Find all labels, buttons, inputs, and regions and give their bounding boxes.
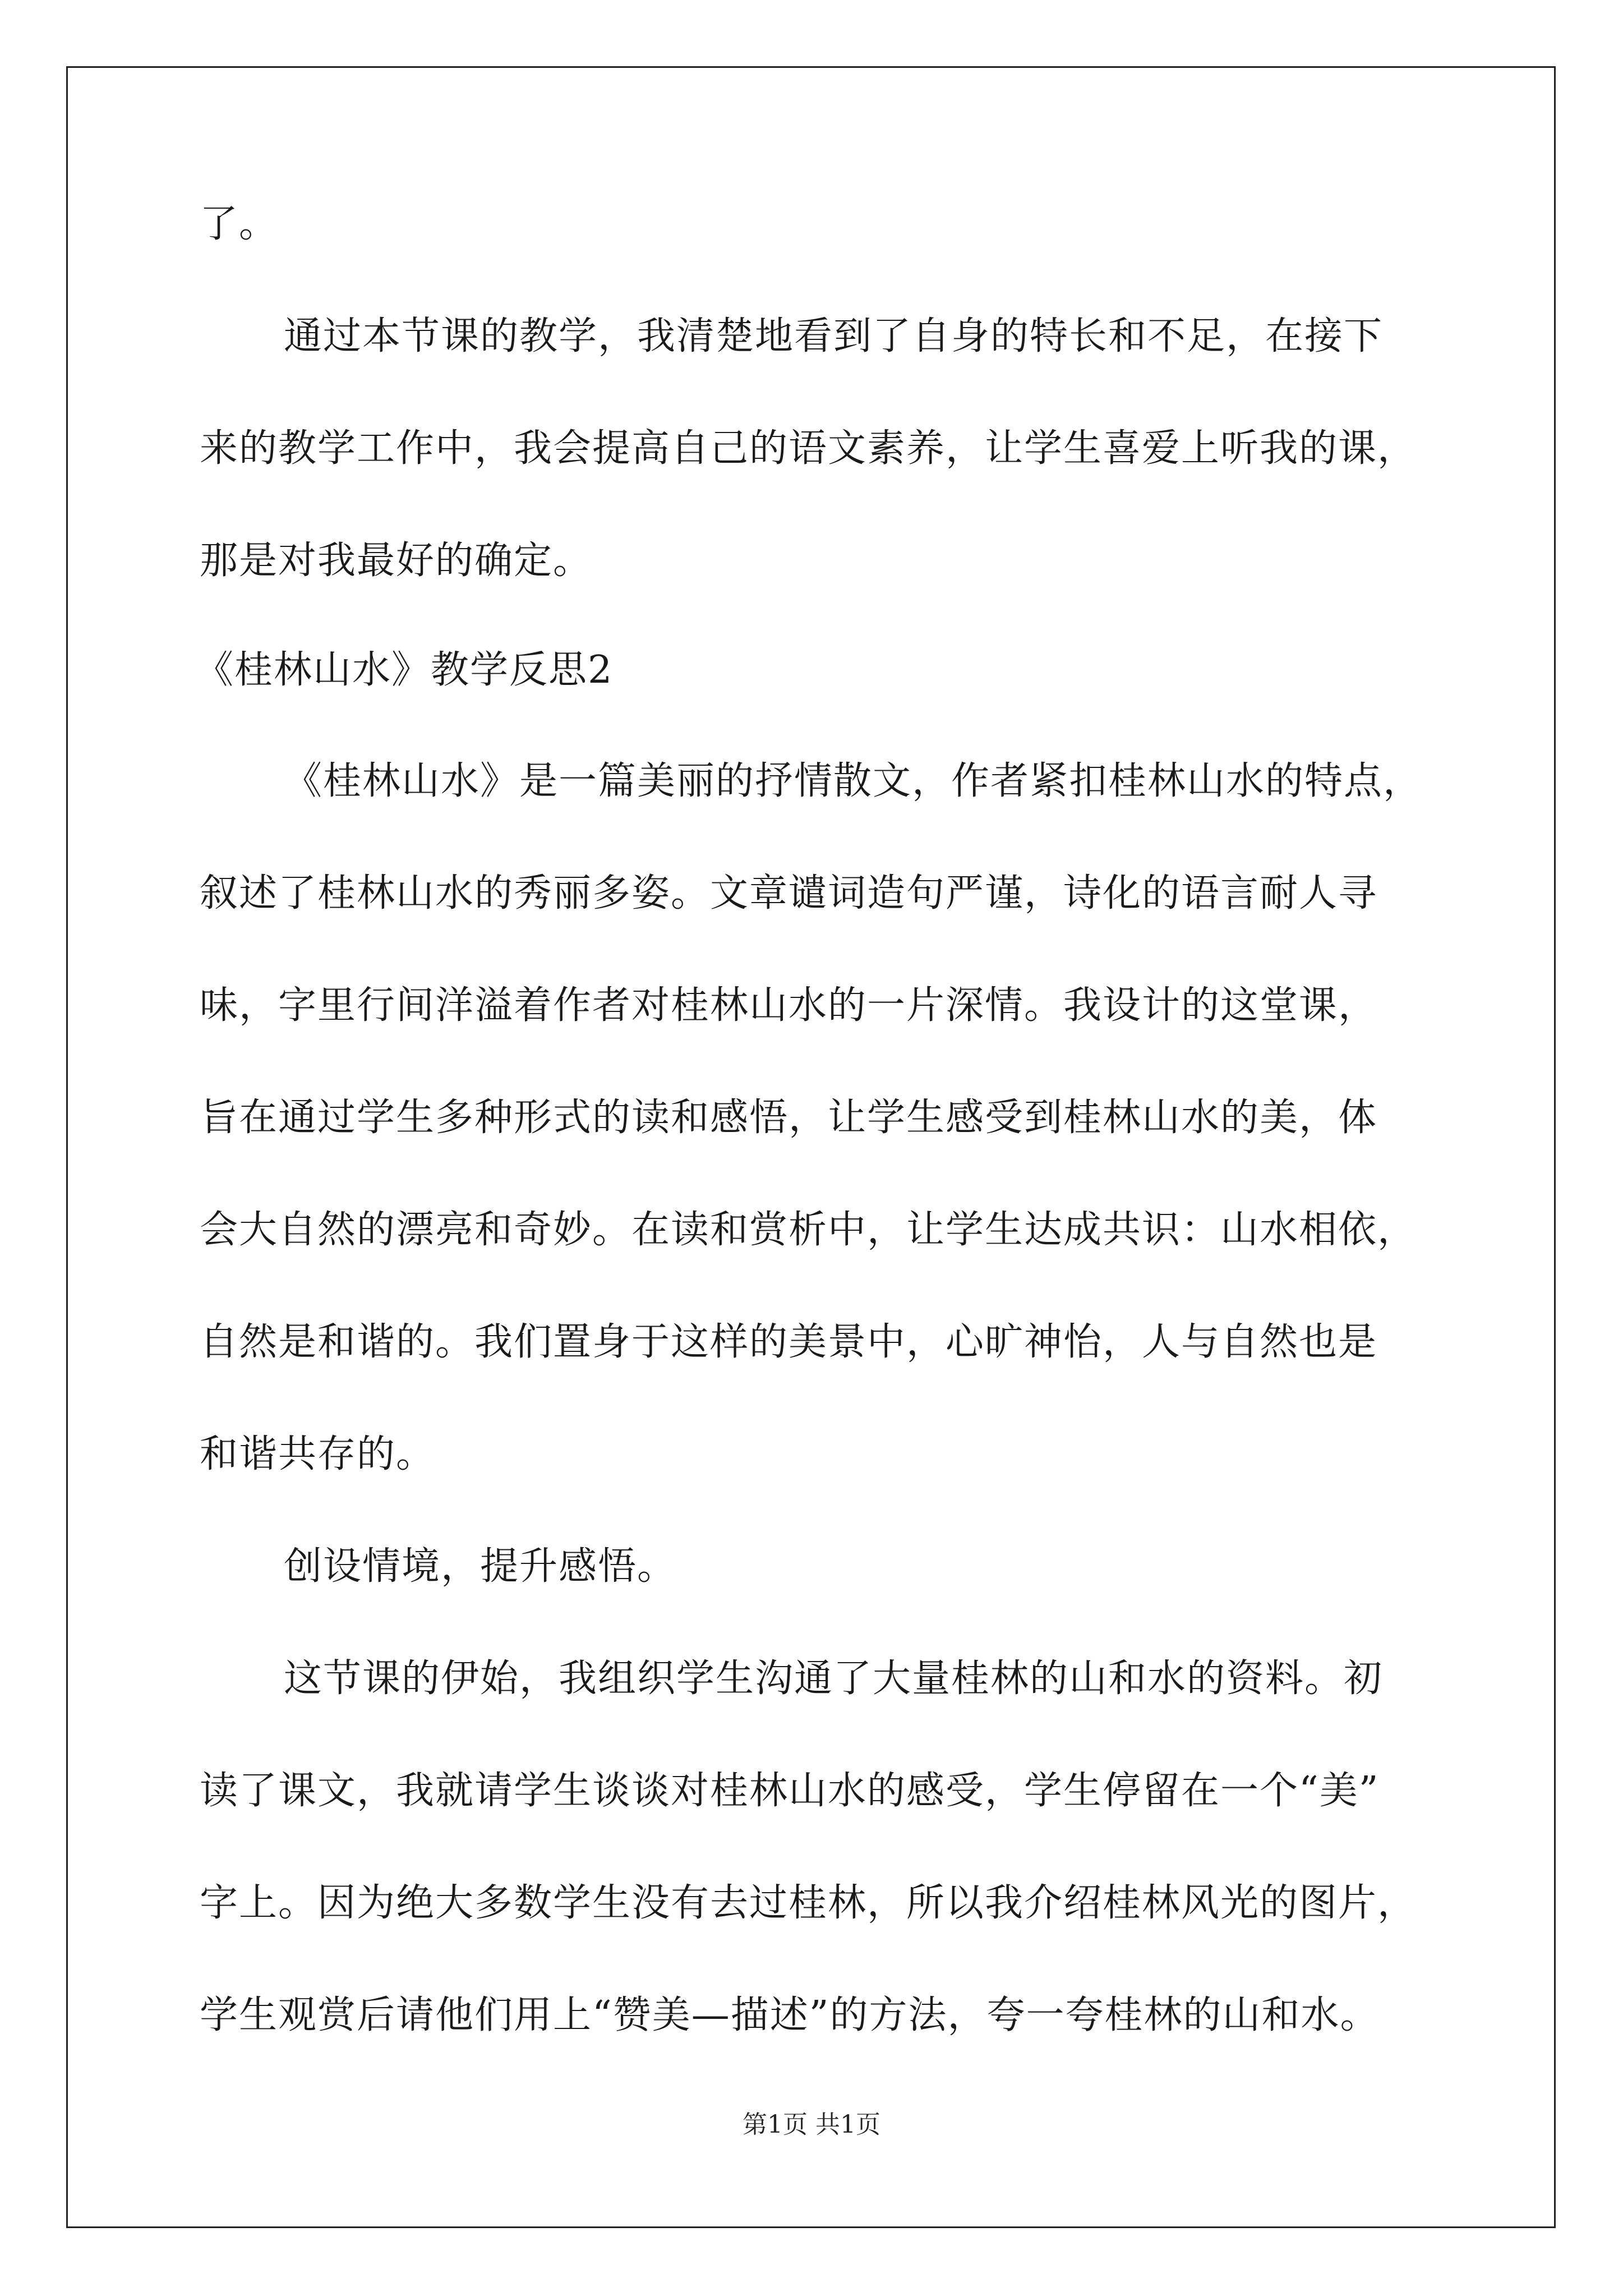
paragraph-line: 这节课的伊始，我组织学生沟通了大量桂林的山和水的资料。初 — [284, 1657, 1384, 1701]
text-line: 字上。因为绝大多数学生没有去过桂林，所以我介绍桂林风光的图片， — [200, 1881, 1417, 1925]
text-line: 叙述了桂林山水的秀丽多姿。文章谴词造句严谨，诗化的语言耐人寻 — [200, 871, 1378, 915]
text-line: 味，字里行间洋溢着作者对桂林山水的一片深情。我设计的这堂课， — [200, 983, 1378, 1028]
text-line: 旨在通过学生多种形式的读和感悟，让学生感受到桂林山水的美，体 — [200, 1096, 1378, 1140]
paragraph-line: 《桂林山水》是一篇美丽的抒情散文，作者紧扣桂林山水的特点， — [284, 759, 1423, 803]
text-line: 来的教学工作中，我会提高自己的语文素养，让学生喜爱上听我的课， — [200, 426, 1417, 471]
text-line: 会大自然的漂亮和奇妙。在读和赏析中，让学生达成共识：山水相依， — [200, 1208, 1417, 1252]
text-line: 自然是和谐的。我们置身于这样的美景中，心旷神怡，人与自然也是 — [200, 1320, 1378, 1364]
text-line: 那是对我最好的确定。 — [200, 539, 593, 583]
text-line: 了。 — [200, 202, 279, 246]
text-line: 学生观赏后请他们用上“赞美—描述”的方法，夸一夸桂林的山和水。 — [200, 1993, 1380, 2037]
paragraph-line: 创设情境，提升感悟。 — [284, 1544, 677, 1589]
text-line: 和谐共存的。 — [200, 1432, 436, 1476]
section-heading: 《桂林山水》教学反思2 — [195, 648, 614, 692]
text-line: 读了课文，我就请学生谈谈对桂林山水的感受，学生停留在一个“美” — [200, 1769, 1380, 1813]
page-number: 第1页 共1页 — [743, 2110, 880, 2139]
paragraph-line: 通过本节课的教学，我清楚地看到了自身的特长和不足，在接下 — [284, 314, 1384, 358]
